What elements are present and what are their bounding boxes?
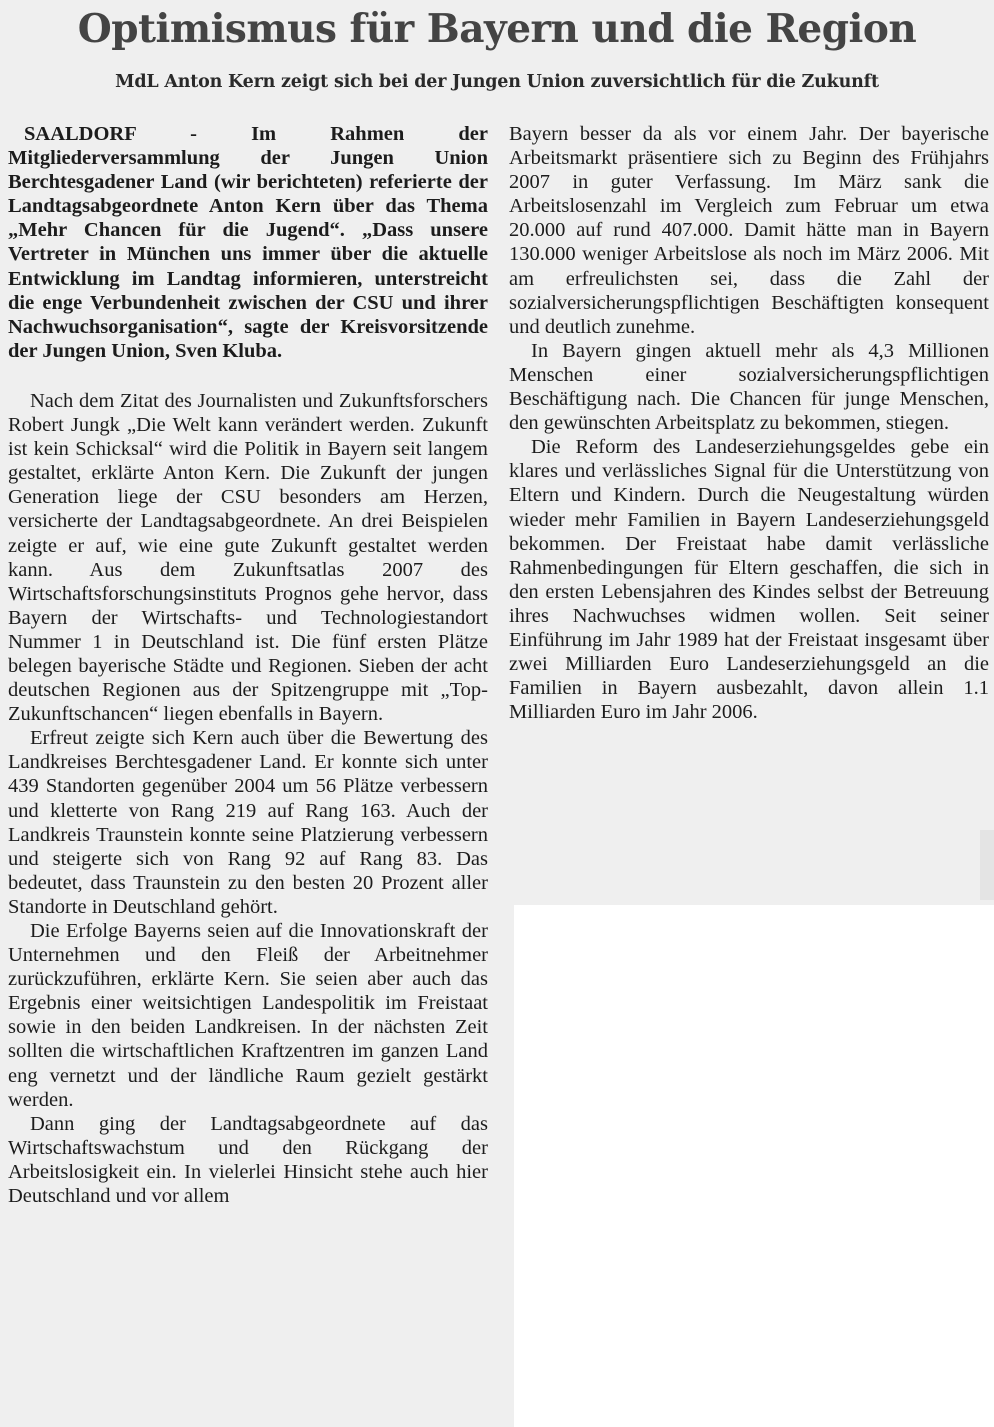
lead-paragraph: SAALDORF - Im Rahmen der Mitgliederversammlung der Jungen Union Berchtesgadener Land (wir berichteten) referierte der Landtagsabgeordnete Anton Kern über das Thema „Mehr Chancen für die Jugend“. „Dass unsere Vertreter in München uns immer über die aktuelle Entwicklung im Landtag informieren, unterstreicht die enge Verbundenheit zwischen der CSU und ihrer Nachwuchsorganisation“, sagte der Kreisvorsitzende der Jungen Union, Sven Kluba.: [8, 123, 488, 362]
body-paragraph: In Bayern gingen aktuell mehr als 4,3 Millionen Menschen einer sozialversicherungspflichtigen Beschäftigung nach. Die Chancen für junge Menschen, den gewünschten Arbeitsplatz zu bekommen, stiegen.: [509, 339, 989, 435]
body-paragraph: Die Erfolge Bayerns seien auf die Innovationskraft der Unternehmen und den Fleiß der Arbeitnehmer zurückzuführen, erklärte Kern. Sie seien aber auch das Ergebnis einer weitsichtigen Landespolitik im Freistaat sowie in den beiden Landkreisen. In der nächsten Zeit sollten die wirtschaftlichen Kraftzentren im ganzen Land eng vernetzt und der ländliche Raum gezielt gestärkt werden.: [8, 920, 488, 1111]
body-paragraph: Die Reform des Landeserziehungsgeldes gebe ein klares und verlässliches Signal für die Unterstützung von Eltern und Kindern. Durch die Neugestaltung würden wieder mehr Familien in Bayern Landeserziehungsgeld bekommen. Der Freistaat habe damit verlässliche Rahmenbedingungen für Eltern geschaffen, die sich in den ersten Lebensjahren des Kindes selbst der Betreuung ihres Nachwuchses widmen wollen. Seit seiner Einführung im Jahr 1989 hat der Freistaat insgesamt über zwei Milliarden Euro Landeserziehungsgeld an die Familien in Bayern ausbezahlt, davon allein 1.1 Milliarden Euro im Jahr 2006.: [509, 436, 989, 724]
right-column: [509, 122, 989, 724]
blank-area: [514, 905, 994, 1427]
subheadline: MdL Anton Kern zeigt sich bei der Jungen Union zuversichtlich für die Zukunft: [115, 72, 879, 92]
body-paragraph: Erfreut zeigte sich Kern auch über die Bewertung des Landkreises Berchtesgadener Land. Er konnte sich unter 439 Standorten gegenüber 2004 um 56 Plätze verbessern und kletterte von Rang 219 auf Rang 163. Auch der Landkreis Traunstein konnte seine Platzierung verbessern und steigerte sich von Rang 92 auf Rang 83. Das bedeutet, dass Traunstein zu den besten 20 Prozent aller Standorte in Deutschland gehört.: [8, 727, 488, 918]
body-paragraph: Bayern besser da als vor einem Jahr. Der bayerische Arbeitsmarkt präsentiere sich zu Beginn des Frühjahrs 2007 in guter Verfassung. Im März sank die Arbeitslosenzahl im Vergleich zum Februar um etwa 20.000 auf rund 407.000. Damit hätte man in Bayern 130.000 weniger Arbeitslose als noch im März 2006. Mit am erfreulichsten sei, dass die Zahl der sozialversicherungspflichtigen Beschäftigten konsequent und deutlich zunehme.: [509, 123, 989, 338]
body-paragraph: Nach dem Zitat des Journalisten und Zukunftsforschers Robert Jungk „Die Welt kann verändert werden. Zukunft ist kein Schicksal“ wird die Politik in Bayern seit langem gestaltet, erklärte Anton Kern. Die Zukunft der jungen Generation liege der CSU besonders am Herzen, versicherte der Landtagsabgeordnete. An drei Beispielen zeigte er auf, wie eine gute Zukunft gestaltet werden kann. Aus dem Zukunftsatlas 2007 des Wirtschaftsforschungsinstituts Prognos gehe hervor, dass Bayern der Wirtschafts- und Technologiestandort Nummer 1 in Deutschland ist. Die fünf ersten Plätze belegen bayerische Städte und Regionen. Sieben der acht deutschen Regionen aus der Spitzengruppe mit „Top-Zukunftschancen“ liegen ebenfalls in Bayern.: [8, 389, 488, 726]
body-paragraph: Dann ging der Landtagsabgeordnete auf das Wirtschaftswachstum und den Rückgang der Arbeitslosigkeit ein. In vielerlei Hinsicht stehe auch hier Deutschland und vor allem: [8, 1112, 488, 1208]
headline: Optimismus für Bayern und die Region: [77, 6, 917, 52]
bleed-through-shadow: [980, 830, 994, 900]
left-column: [8, 122, 488, 1208]
paragraph-gap: [8, 363, 488, 389]
